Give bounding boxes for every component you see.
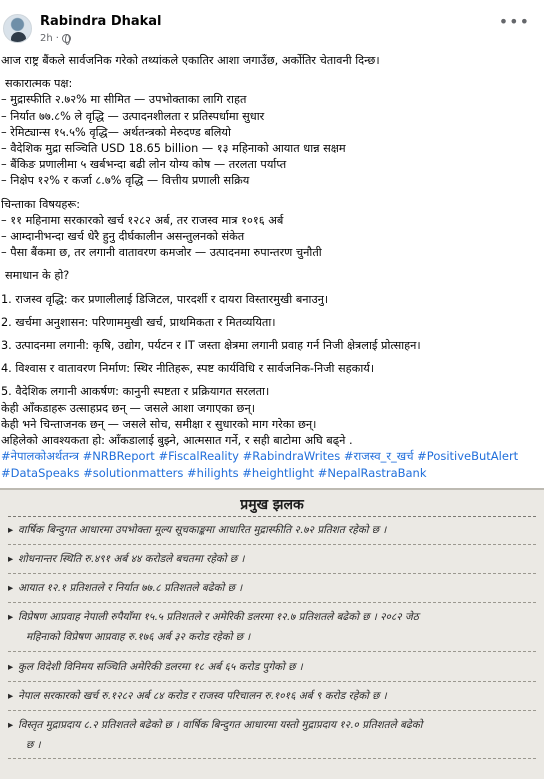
positive-heading: सकारात्मक पक्ष: bbox=[5, 77, 73, 91]
post-header bbox=[0, 0, 544, 52]
hashtag-line[interactable]: #नेपालकोअर्थतन्त्र #NRBReport #FiscalReality #RabindraWrites #राजस्व_र_खर्च #PositiveButAlert bbox=[1, 449, 519, 463]
fact-item: ▸ विप्रेषण आप्रवाह नेपाली रुपैयाँमा १५.५ प्रतिशतले र अमेरिकी डलरमा १२.७ प्रतिशतले बढेको छ । २०८२ जेठ bbox=[8, 611, 419, 623]
concern-item: – आम्दानीभन्दा खर्च धेरै हुनु दीर्घकालीन असन्तुलनको संकेत bbox=[1, 230, 245, 244]
fact-item: ▸ वार्षिक बिन्दुगत आधारमा उपभोक्ता मूल्य सूचकाङ्कमा आधारित मुद्रास्फीति २.७२ प्रतिशत रहेको छ । bbox=[8, 524, 387, 536]
triangle-bullet-icon: ▸ bbox=[8, 690, 14, 702]
solution-heading: समाधान के हो? bbox=[5, 269, 70, 283]
triangle-bullet-icon: ▸ bbox=[8, 661, 14, 673]
fact-item: ▸ विस्तृत मुद्राप्रदाय ८.२ प्रतिशतले बढेको छ । वार्षिक बिन्दुगत आधारमा यस्तो मुद्राप्रदाय १२.० प्रतिशतले बढेको bbox=[8, 719, 423, 731]
positive-item: – निर्यात ७७.८% ले वृद्धि — उत्पादनशीलता र प्रतिस्पर्धामा सुधार bbox=[1, 109, 265, 123]
fact-continuation: महिनाको विप्रेषण आप्रवाह रु.१७६ अर्ब ३२ करोड रहेको छ । bbox=[26, 631, 251, 643]
hashtags bbox=[1, 448, 541, 481]
fact-item: ▸ कुल विदेशी विनिमय सञ्चिति अमेरिकी डलरमा १८ अर्ब ६५ करोड पुगेको छ । bbox=[8, 661, 303, 673]
fact-item: ▸ नेपाल सरकारको खर्च रु.१२८२ अर्ब ८४ करोड र राजस्व परिचालन रु.१०१६ अर्ब ९ करोड रहेको छ । bbox=[8, 690, 387, 702]
fact-item: ▸ शोधनान्तर स्थिति रु.४९१ अर्ब ४४ करोडले बचतमा रहेको छ । bbox=[8, 553, 245, 565]
fact-item: ▸ आयात १२.१ प्रतिशतले र निर्यात ७७.८ प्रतिशतले बढेको छ । bbox=[8, 582, 243, 594]
triangle-bullet-icon: ▸ bbox=[8, 719, 14, 731]
divider bbox=[8, 758, 536, 759]
divider bbox=[8, 573, 536, 574]
triangle-bullet-icon: ▸ bbox=[8, 611, 14, 623]
divider bbox=[8, 681, 536, 682]
divider bbox=[8, 516, 536, 517]
positive-item: – रेमिट्यान्स १५.५% वृद्धि— अर्थतन्त्रको मेरुदण्ड बलियो bbox=[1, 125, 231, 139]
positive-item: – वैदेशिक मुद्रा सञ्चिति USD 18.65 billion — १३ महिनाको आयात धान्न सक्षम bbox=[1, 142, 346, 156]
solution-item: 1. राजस्व वृद्धि: कर प्रणालीलाई डिजिटल, पारदर्शी र दायरा विस्तारमुखी बनाउनु। bbox=[1, 292, 329, 306]
solution-item: 5. वैदेशिक लगानी आकर्षण: कानुनी स्पष्टता र प्रक्रियागत सरलता। bbox=[1, 385, 270, 399]
post-image[interactable] bbox=[0, 488, 544, 779]
concern-item: – पैसा बैंकमा छ, तर लगानी वातावरण कमजोर — उत्पादनमा रुपान्तरण चुनौती bbox=[1, 246, 322, 260]
divider bbox=[8, 602, 536, 603]
post-meta: 2h · bbox=[40, 33, 71, 44]
fact-continuation: छ । bbox=[26, 739, 41, 751]
closing-line: केही भने चिन्ताजनक छन् — जसले सोच, समीक्षा र सुधारको माग गरेका छन्। bbox=[1, 417, 317, 431]
solution-item: 3. उत्पादनमा लगानी: कृषि, उद्योग, पर्यटन र IT जस्ता क्षेत्रमा लगानी प्रवाह गर्न निजी क्षेत्रलाई प्रोत्साहन। bbox=[1, 339, 421, 353]
concern-heading: चिन्ताका विषयहरू: bbox=[1, 197, 81, 211]
closing-line: केही आँकडाहरू उत्साहप्रद छन् — जसले आशा जगाएका छन्। bbox=[1, 401, 256, 415]
triangle-bullet-icon: ▸ bbox=[8, 524, 14, 536]
concern-item: – ११ महिनामा सरकारको खर्च १२८२ अर्ब, तर राजस्व मात्र १०१६ अर्ब bbox=[1, 213, 284, 227]
triangle-bullet-icon: ▸ bbox=[8, 582, 14, 594]
image-title: प्रमुख झलक bbox=[240, 497, 304, 513]
solution-item: 4. विश्वास र वातावरण निर्माण: स्थिर नीतिहरू, स्पष्ट कार्यविधि र सार्वजनिक-निजी सहकार्य। bbox=[1, 362, 375, 376]
avatar[interactable] bbox=[3, 14, 32, 43]
post-intro: आज राष्ट्र बैंकले सार्वजनिक गरेको तथ्यांकले एकातिर आशा जगाउँछ, अर्कोतिर चेतावनी दिन्छ। bbox=[1, 54, 380, 67]
positive-item: – बैंकिङ प्रणालीमा ५ खर्बभन्दा बढी लोन योग्य कोष — तरलता पर्याप्त bbox=[1, 158, 287, 172]
post-text bbox=[1, 53, 541, 449]
closing-line: अहिलेको आवश्यकता हो: आँकडालाई बुझ्ने, आत्मसात गर्ने, र सही बाटोमा अघि बढ्ने . bbox=[1, 434, 353, 448]
author-name[interactable]: Rabindra Dhakal bbox=[40, 14, 162, 29]
triangle-bullet-icon: ▸ bbox=[8, 553, 14, 565]
more-dots-icon[interactable]: ••• bbox=[498, 12, 530, 31]
globe-icon bbox=[62, 34, 71, 43]
solution-item: 2. खर्चमा अनुशासन: परिणाममुखी खर्च, प्राथमिकता र मितव्ययिता। bbox=[1, 315, 276, 329]
positive-item: – मुद्रास्फीति २.७२% मा सीमित — उपभोक्ताका लागि राहत bbox=[1, 93, 247, 107]
post-time[interactable]: 2h bbox=[40, 33, 53, 44]
divider bbox=[8, 710, 536, 711]
divider bbox=[8, 651, 536, 652]
positive-item: – निक्षेप १२% र कर्जा ८.७% वृद्धि — वित्तीय प्रणाली सक्रिय bbox=[1, 174, 250, 188]
divider bbox=[8, 544, 536, 545]
hashtag-line[interactable]: #DataSpeaks #solutionmatters #hilights #heightlight #NepalRastraBank bbox=[1, 465, 427, 480]
